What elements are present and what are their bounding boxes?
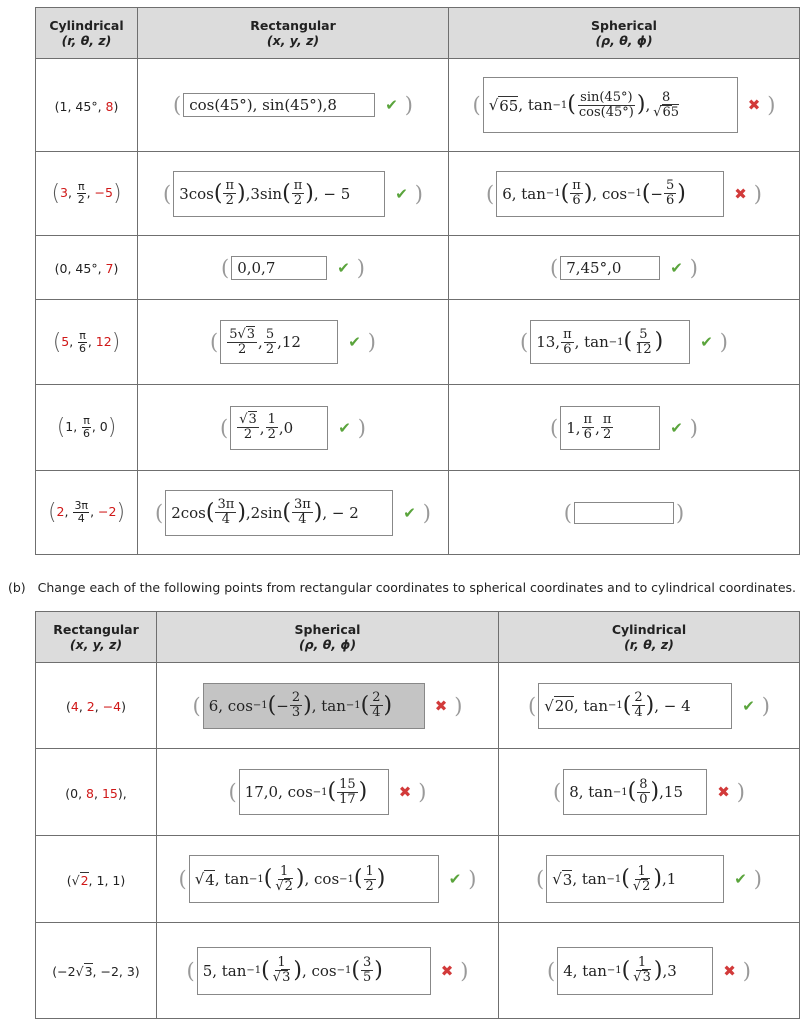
check-icon: ✔ [337, 258, 350, 277]
check-icon: ✔ [742, 696, 755, 715]
check-icon: ✔ [403, 503, 416, 522]
sph-answer-cell: ( 6, cos −1 ( − $\frac{2}{3}$ ) , tan −1 ( $\frac{2}{4}$ ) ✖ ) [157, 663, 499, 749]
cross-icon: ✖ [723, 961, 736, 980]
header-cylindrical: Cylindrical (r, θ, z) [36, 8, 138, 59]
point-theta: $\frac{\pi}{2}$ [77, 180, 85, 206]
check-icon: ✔ [338, 418, 351, 437]
check-icon: ✔ [670, 418, 683, 437]
check-icon: ✔ [734, 870, 747, 888]
answer-input[interactable]: 13, $\frac{\pi}{6}$ , tan −1 ( $\frac{5}{12}$ ) [530, 320, 690, 364]
cyl-answer-cell: ( 8, tan −1 ( $\frac{8}{0}$ ) ,15 ✖ ) [499, 749, 800, 836]
check-icon: ✔ [700, 333, 713, 351]
answer-input[interactable]: 2cos ( $\frac{3\pi}{4}$ ) ,2sin ( $\frac{3\pi}{4}$ ) , − 2 [165, 490, 393, 536]
rect-answer-cell: ( $\frac{√3}{2}$ , $\frac{1}{2}$ ,0 ✔ ) [138, 385, 449, 471]
table-row [36, 59, 800, 152]
cyl-answer-cell: ( √ 3 , tan −1 ( $\frac{1}{√2}$ ) ,1 ✔ ) [499, 836, 800, 923]
answer-input[interactable]: $\frac{5√3}{2}$ , $\frac{5}{2}$ ,12 [220, 320, 338, 364]
point-theta: $\frac{3\pi}{4}$ [74, 499, 89, 525]
answer-input[interactable]: cos(45°), sin(45°),8 [183, 93, 375, 117]
answer-input[interactable]: √ 3 , tan −1 ( $\frac{1}{√2}$ ) ,1 [546, 855, 724, 903]
sph-answer-cell: ( √ 4 , tan −1 ( $\frac{1}{√2}$ ) , cos −1 ( $\frac{1}{2}$ ) ✔ ) [157, 836, 499, 923]
check-icon: ✔ [348, 333, 361, 351]
point-cell: (√2, 1, 1) [36, 836, 157, 923]
sph-answer-cell: ( 17,0, cos −1 ( $\frac{15}{17}$ ) ✖ ) [157, 749, 499, 836]
point-theta: $\frac{\pi}{6}$ [83, 414, 90, 440]
table-row [36, 236, 800, 300]
rect-answer-cell: ( $\frac{5√3}{2}$ , $\frac{5}{2}$ ,12 ✔ ) [138, 300, 449, 385]
point-cell: (4, 2, −4) [36, 663, 157, 749]
rect-answer-cell: ( cos(45°), sin(45°),8 ✔ ) [138, 59, 449, 152]
header-spherical: Spherical (ρ, θ, ϕ) [157, 612, 499, 663]
header-rectangular: Rectangular (x, y, z) [36, 612, 157, 663]
rect-answer-cell: ( 3cos ( $\frac{\pi}{2}$ ) ,3sin ( $\frac{\pi}{2}$ ) , − 5 ✔ ) [138, 152, 449, 236]
answer-input[interactable]: √ 20 , tan −1 ( $\frac{2}{4}$ ) , − 4 [538, 683, 732, 729]
point-cell: (3, $\frac{\pi}{2}$ , −5) [36, 152, 138, 236]
table-header-row [36, 612, 800, 663]
answer-input[interactable]: 17,0, cos −1 ( $\frac{15}{17}$ ) [239, 769, 389, 815]
answer-input[interactable] [574, 502, 674, 524]
cross-icon: ✖ [440, 961, 454, 980]
cross-icon: ✖ [434, 696, 448, 715]
table-row [36, 385, 800, 471]
point-cell: (1, $\frac{\pi}{6}$ , 0) [36, 385, 138, 471]
sph-answer-cell: ( 1, $\frac{\pi}{6}$ , $\frac{\pi}{2}$ ✔ ) [449, 385, 800, 471]
point-cell: (2, $\frac{3\pi}{4}$ , −2) [36, 471, 138, 555]
point-cell: (−2√3, −2, 3) [36, 923, 157, 1019]
point-theta: $\frac{\pi}{6}$ [79, 328, 87, 355]
sph-answer-cell: ( 5, tan −1 ( $\frac{1}{√3}$ ) , cos −1 ( $\frac{3}{5}$ ) ✖ ) [157, 923, 499, 1019]
cross-icon: ✖ [747, 96, 761, 114]
table-row [36, 836, 800, 923]
answer-input[interactable]: 5, tan −1 ( $\frac{1}{√3}$ ) , cos −1 ( $\frac{3}{5}$ ) [197, 947, 431, 995]
check-icon: ✔ [395, 184, 408, 203]
answer-input[interactable]: 8, tan −1 ( $\frac{8}{0}$ ) ,15 [563, 769, 707, 815]
sph-answer-cell: ( 6, tan −1 ( $\frac{\pi}{6}$ ) , cos −1 ( − $\frac{5}{6}$ ) ✖ ) [449, 152, 800, 236]
cross-icon: ✖ [717, 783, 730, 801]
part-b-instruction: (b) Change each of the following points from rectangular coordinates to spherical coordinates and to cylindrical coordinates. [8, 580, 797, 595]
sph-answer-cell: ( 13, $\frac{\pi}{6}$ , tan −1 ( $\frac{5}{12}$ ) ✔ ) [449, 300, 800, 385]
sph-answer-cell: ( √ 65 , tan −1 ( $\frac{\sin(45^\circ)}{\cos(45^\circ)}$ ) , $\frac{8}{√65}$ ✖ ) [449, 59, 800, 152]
answer-input[interactable]: 3cos ( $\frac{\pi}{2}$ ) ,3sin ( $\frac{\pi}{2}$ ) , − 5 [173, 171, 385, 217]
table-rect-to-sph-cyl [35, 611, 800, 1019]
point-cell: (0, 8, 15), [36, 749, 157, 836]
check-icon: ✔ [385, 96, 398, 114]
answer-input[interactable]: 7,45°,0 [560, 256, 660, 280]
answer-input[interactable]: √ 4 , tan −1 ( $\frac{1}{√2}$ ) , cos −1 ( $\frac{1}{2}$ ) [189, 855, 439, 903]
answer-input[interactable]: 4, tan −1 ( $\frac{1}{√3}$ ) ,3 [557, 947, 713, 995]
table-row [36, 923, 800, 1019]
header-spherical: Spherical (ρ, θ, ϕ) [449, 8, 800, 59]
cyl-answer-cell: ( 4, tan −1 ( $\frac{1}{√3}$ ) ,3 ✖ ) [499, 923, 800, 1019]
table-row [36, 152, 800, 236]
check-icon: ✔ [670, 258, 683, 277]
table-row [36, 300, 800, 385]
table-row [36, 749, 800, 836]
table-row [36, 471, 800, 555]
cyl-answer-cell: ( √ 20 , tan −1 ( $\frac{2}{4}$ ) , − 4 ✔ ) [499, 663, 800, 749]
table-cyl-to-rect-sph [35, 7, 800, 555]
answer-input[interactable]: 1, $\frac{\pi}{6}$ , $\frac{\pi}{2}$ [560, 406, 660, 450]
rect-answer-cell: ( 2cos ( $\frac{3\pi}{4}$ ) ,2sin ( $\frac{3\pi}{4}$ ) , − 2 ✔ ) [138, 471, 449, 555]
answer-input[interactable]: $\frac{√3}{2}$ , $\frac{1}{2}$ ,0 [230, 406, 328, 450]
check-icon: ✔ [448, 870, 462, 888]
sph-answer-cell: ( 7,45°,0 ✔ ) [449, 236, 800, 300]
point-cell: (0, 45°, 7) [36, 236, 138, 300]
header-cylindrical: Cylindrical (r, θ, z) [499, 612, 800, 663]
rect-answer-cell: ( 0,0,7 ✔ ) [138, 236, 449, 300]
sph-answer-cell: ( ) [449, 471, 800, 555]
answer-input[interactable]: 0,0,7 [231, 256, 327, 280]
table-header-row [36, 8, 800, 59]
point-cell: (5, $\frac{\pi}{6}$ , 12) [36, 300, 138, 385]
header-rectangular: Rectangular (x, y, z) [138, 8, 449, 59]
point-cell: (1, 45°, 8) [36, 59, 138, 152]
table-row [36, 663, 800, 749]
answer-input[interactable]: 6, cos −1 ( − $\frac{2}{3}$ ) , tan −1 ( $\frac{2}{4}$ ) [203, 683, 425, 729]
answer-input[interactable]: 6, tan −1 ( $\frac{\pi}{6}$ ) , cos −1 ( − $\frac{5}{6}$ ) [496, 171, 724, 217]
answer-input[interactable]: √ 65 , tan −1 ( $\frac{\sin(45^\circ)}{\cos(45^\circ)}$ ) , $\frac{8}{√65}$ [483, 77, 738, 133]
cross-icon: ✖ [734, 184, 747, 203]
cross-icon: ✖ [398, 783, 412, 801]
